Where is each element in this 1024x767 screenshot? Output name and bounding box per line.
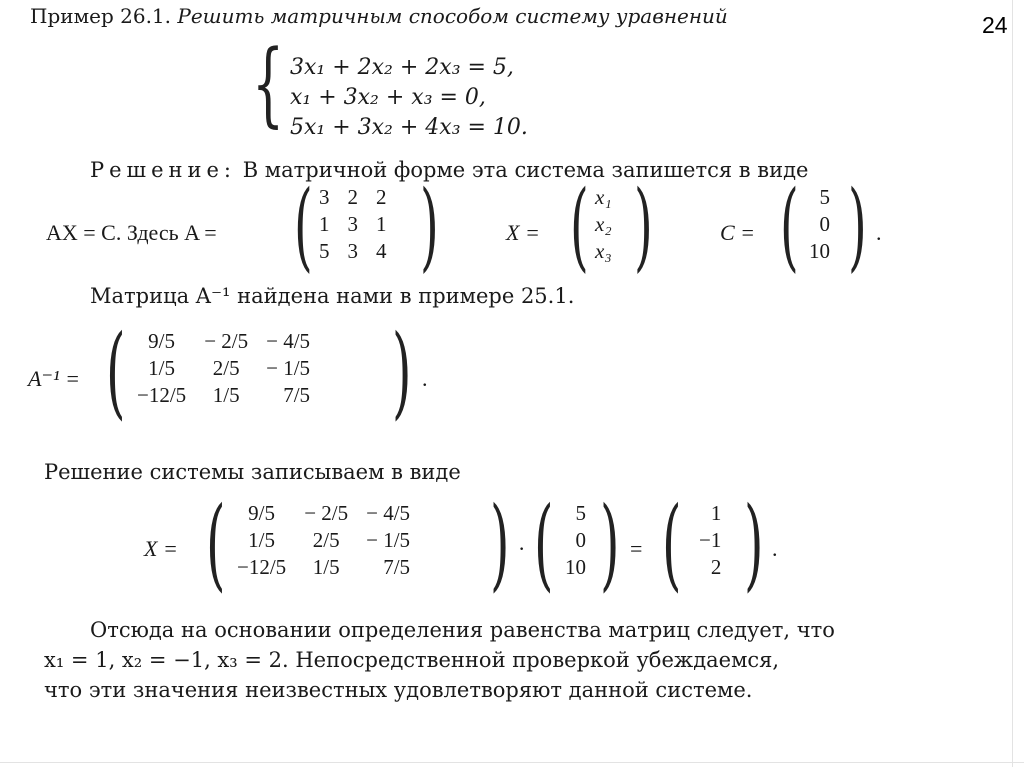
example-label: Пример 26.1. xyxy=(30,4,172,28)
inverse-right-paren: ) xyxy=(392,313,412,430)
inverse-left-paren: ( xyxy=(106,313,126,430)
solution-intro-text: В матричной форме эта система запишется в виде xyxy=(242,158,809,182)
example-heading xyxy=(30,4,728,28)
solution-intro xyxy=(90,158,808,182)
product-vector xyxy=(556,500,595,581)
conclusion-line-1: Отсюда на основании определения равенства матриц следует, что xyxy=(90,618,835,642)
conclusion-line-3: что эти значения неизвестных удовлетворяют данной системе. xyxy=(44,678,753,702)
matrix-x-row: x₁ xyxy=(595,185,612,209)
product-vector-row: 10 xyxy=(565,555,586,579)
equation-1: 3x₁ + 2x₂ + 2x₃ = 5, xyxy=(290,55,514,80)
inverse-matrix xyxy=(128,328,319,409)
matrix-x-row: x₃ xyxy=(595,239,612,263)
matrix-c xyxy=(800,184,839,265)
product-matrix xyxy=(228,500,419,581)
product-end: . xyxy=(772,536,778,561)
inverse-end: . xyxy=(422,366,428,391)
slide-edge-bottom xyxy=(0,762,1024,763)
inverse-note: Матрица A⁻¹ найдена нами в примере 25.1. xyxy=(90,284,575,308)
product-vector-right-paren: ) xyxy=(600,485,620,602)
matrix-c-label: C = xyxy=(720,220,756,245)
inverse-row: −12/5 1/5 7/5 xyxy=(137,383,311,407)
matrix-form-end: . xyxy=(876,220,882,245)
matrix-a-right-paren: ) xyxy=(420,170,439,282)
matrix-c-row: 5 xyxy=(819,185,830,209)
matrix-a-left-paren: ( xyxy=(294,170,313,282)
product-equals: = xyxy=(630,536,643,561)
result-row: 2 xyxy=(710,555,722,579)
product-vector-row: 0 xyxy=(575,528,586,552)
solution-word: Решение: xyxy=(90,158,237,182)
conclusion-line-2: x₁ = 1, x₂ = −1, x₃ = 2. Непосредственной проверкой убеждаемся, xyxy=(44,648,780,672)
example-task: Решить матричным способом систему уравнений xyxy=(177,4,728,28)
system-left-brace: { xyxy=(252,30,285,137)
matrix-x-right-paren: ) xyxy=(634,170,653,282)
matrix-x-label: X = xyxy=(506,220,540,245)
matrix-c-left-paren: ( xyxy=(780,170,799,282)
result-row: −1 xyxy=(699,528,722,552)
product-label: X = xyxy=(144,536,178,561)
product-vector-row: 5 xyxy=(575,501,586,525)
slide-number: 24 xyxy=(982,12,1008,38)
matrix-x-row: x₂ xyxy=(595,212,612,236)
product-dot: · xyxy=(518,536,526,561)
equation-3: 5x₁ + 3x₂ + 4x₃ = 10. xyxy=(290,115,528,140)
result-row: 1 xyxy=(710,501,722,525)
matrix-x-left-paren: ( xyxy=(570,170,589,282)
matrix-c-row: 0 xyxy=(819,212,830,236)
inverse-row: 1/5 2/5 − 1/5 xyxy=(148,356,311,380)
matrix-a-row: 1 3 1 xyxy=(319,212,387,236)
matrix-a-row: 5 3 4 xyxy=(319,239,387,263)
matrix-a xyxy=(310,184,396,265)
matrix-c-row: 10 xyxy=(809,239,830,263)
product-matrix-row: 9/5 − 2/5 − 4/5 xyxy=(248,501,411,525)
result-right-paren: ) xyxy=(744,485,764,602)
product-vector-left-paren: ( xyxy=(534,485,554,602)
matrix-a-row: 3 2 2 xyxy=(319,185,387,209)
matrix-x xyxy=(586,184,621,265)
matrix-c-right-paren: ) xyxy=(848,170,867,282)
equation-2: x₁ + 3x₂ + x₃ = 0, xyxy=(290,85,486,110)
product-matrix-left-paren: ( xyxy=(206,485,226,602)
product-matrix-row: −12/5 1/5 7/5 xyxy=(237,555,411,579)
inverse-label: A⁻¹ = xyxy=(28,366,80,391)
matrix-form-prefix: AX = C. Здесь A = xyxy=(46,220,217,245)
product-matrix-right-paren: ) xyxy=(490,485,510,602)
inverse-row: 9/5 − 2/5 − 4/5 xyxy=(148,329,311,353)
solution-note: Решение системы записываем в виде xyxy=(44,460,461,484)
slide-edge-right xyxy=(1012,0,1013,767)
result-left-paren: ( xyxy=(662,485,682,602)
result-vector xyxy=(690,500,730,581)
product-matrix-row: 1/5 2/5 − 1/5 xyxy=(248,528,411,552)
